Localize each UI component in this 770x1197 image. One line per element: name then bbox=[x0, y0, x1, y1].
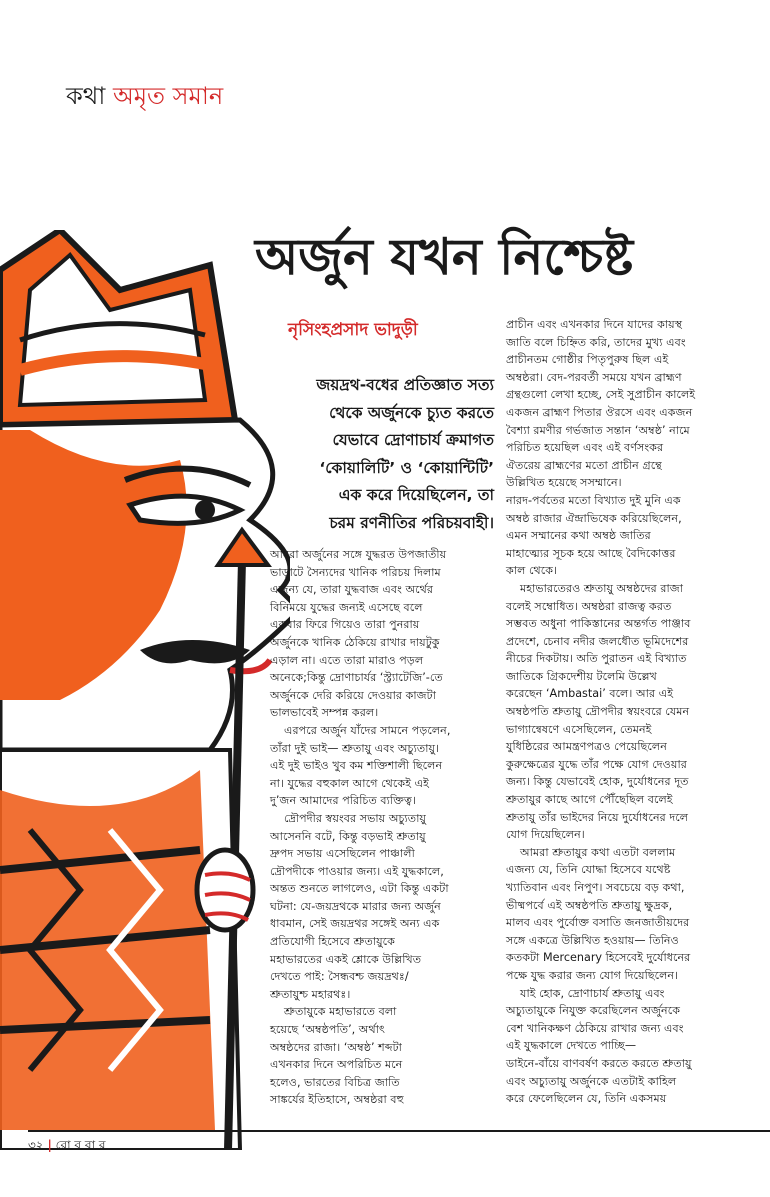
body-line: অর্জুনকে দেরি করিয়ে দেওয়ার কাজটা bbox=[270, 688, 437, 702]
body-line: আমরা অর্জুনের সঙ্গে যুদ্ধরত উপজাতীয় bbox=[270, 548, 447, 561]
body-line: এজন্য যে, তিনি যোদ্ধা হিসেবে যথেষ্ট bbox=[506, 863, 671, 877]
section-word-2: অমৃত সমান bbox=[112, 82, 224, 110]
body-line: একবার ফিরে গিয়েও তারা পুনরায় bbox=[270, 618, 420, 632]
body-line: জাতি বলে চিহ্নিত করি, তাদের মুখ্য এবং bbox=[506, 335, 686, 349]
body-line: মহাভারতের একই শ্লোকে উল্লিখিত bbox=[270, 952, 422, 966]
body-line: প্রতিযোগী হিসেবে শ্রুতায়ুকে bbox=[270, 935, 395, 949]
body-line: মাহাত্ম্যের সূচক হয়ে আছে বৈদিকোত্তর bbox=[506, 546, 676, 560]
body-line: জন্য। কিন্তু যেভাবেই হোক, দুর্যোধনের দূত bbox=[506, 775, 689, 789]
body-line: যাই হোক, দ্রোণাচার্য শ্রুতায়ু এবং bbox=[520, 986, 665, 1000]
body-line: খ্যাতিবান এবং নিপুণ। সবচেয়ে বড় কথা, bbox=[506, 881, 685, 894]
body-line: দ্রুপদ সভায় এসেছিলেন পাঞ্চালী bbox=[270, 847, 415, 861]
article-title: অর্জুন যখন নিশ্চেষ্ট bbox=[255, 227, 634, 286]
body-line: হয়েছে ‘অম্বষ্ঠপতি’, অর্থাৎ bbox=[270, 1023, 385, 1037]
body-line: আসেননি বটে, কিন্তু বড়ভাই শ্রুতায়ু bbox=[270, 829, 426, 843]
lede-line: জয়দ্রথ-বধের প্রতিজ্ঞাত সত্য bbox=[316, 376, 494, 394]
body-line: মহাভারতেরও শ্রুতায়ু অম্বষ্ঠদের রাজা bbox=[520, 581, 683, 595]
body-line: করে ফেলেছিলেন যে, তিনি একসময় bbox=[506, 1092, 667, 1106]
body-column-1 bbox=[270, 546, 498, 1109]
body-line: নীচের দিকটায়। অতি পুরাতন এই বিখ্যাত bbox=[506, 652, 687, 666]
body-line: গ্রন্থগুলো লেখা হচ্ছে, সেই সুপ্রাচীন কালেই bbox=[506, 388, 696, 402]
body-line: শ্রুতায়ুর কাছে আগে পৌঁছেছিল বলেই bbox=[506, 793, 673, 807]
footer-rule bbox=[28, 1130, 770, 1132]
body-line: প্রদেশে, চেনাব নদীর জলধৌত ভূমিদেশের bbox=[506, 634, 689, 648]
body-line: পরিচিত হয়েছিল এবং এই বর্ণসংকর bbox=[506, 441, 664, 455]
footer-separator: | bbox=[47, 1138, 52, 1152]
section-header bbox=[66, 78, 223, 118]
lede-line: এক করে দিয়েছিলেন, তা bbox=[338, 486, 494, 504]
lede bbox=[226, 372, 494, 537]
body-line: ভীষ্মপর্বে এই অম্বষ্ঠপতি শ্রুতায়ু ক্ষুদ্রক, bbox=[506, 898, 673, 912]
body-line: বলেই সম্বোধিত। অম্বষ্ঠরা রাজত্ব করত bbox=[506, 599, 672, 613]
page-number: ৩২ bbox=[28, 1138, 44, 1152]
body-line: এবং অচ্যুতায়ু অর্জুনকে এতটাই কাহিল bbox=[506, 1074, 677, 1088]
body-line: কাল থেকে। bbox=[506, 564, 558, 578]
lede-line: যেভাবে দ্রোণাচার্য ক্রমাগত bbox=[332, 431, 494, 449]
body-line: করেছেন ‘Ambastai’ বলে। আর এই bbox=[506, 687, 674, 701]
body-column-2 bbox=[506, 316, 756, 1108]
body-line: এই যুদ্ধকালে দেখতে পাচ্ছি— bbox=[506, 1039, 637, 1053]
body-line: দ্রৌপদীর স্বয়ংবর সভায় অচ্যুতায়ু bbox=[284, 811, 427, 825]
body-line: এরপরে অর্জুন যাঁদের সামনে পড়লেন, bbox=[284, 723, 451, 737]
footer bbox=[28, 1137, 106, 1157]
body-line: শ্রুতায়ুকে মহাভারতে বলা bbox=[284, 1005, 397, 1019]
body-line: শ্রুতায়ু তাঁর ভাইদের নিয়ে দুর্যোধনের দলে bbox=[506, 810, 689, 824]
body-line: দু’জন আমাদের পরিচিত ব্যক্তিত্ব। bbox=[270, 794, 416, 808]
lede-line: ‘কোয়ালিটি’ ও ‘কোয়ান্টিটি’ bbox=[319, 458, 494, 477]
body-line: অর্জুনকে খানিক ঠেকিয়ে রাখার দায়টুকু bbox=[270, 635, 440, 649]
body-line: বিনিময়ে যুদ্ধের জন্যই এসেছে বলে bbox=[270, 600, 423, 614]
body-line: দেখতে পাই: সৈন্ধবশ্চ জয়দ্রথঃ/ bbox=[270, 970, 409, 984]
body-line: প্রাচীন এবং এখনকার দিনে যাদের কায়স্থ bbox=[506, 318, 683, 331]
lede-line: চরম রণনীতির পরিচয়বাহী। bbox=[329, 513, 494, 532]
body-line: ডাইনে-বাঁয়ে বাণবর্ষণ করতে করতে শ্রুতায়ু bbox=[506, 1056, 692, 1070]
body-line: অম্বষ্ঠরা। বেদ-পরবর্তী সময়ে যখন ব্রাহ্মণ bbox=[506, 370, 682, 384]
body-line: কতকটা Mercenary হিসেবেই দুর্যোধনের bbox=[506, 951, 691, 965]
body-line: এজন্য যে, তারা যুদ্ধবাজ এবং অর্থের bbox=[270, 583, 434, 597]
body-line: অম্বষ্ঠদের রাজা। ‘অম্বষ্ঠ’ শব্দটা bbox=[270, 1040, 402, 1054]
body-line: ঘটনা: যে-জয়দ্রথকে মারার জন্য অর্জুন bbox=[270, 899, 441, 913]
lede-line: থেকে অর্জুনকে চ্যুত করতে bbox=[329, 403, 494, 422]
body-line: কুরুক্ষেত্রের যুদ্ধে তাঁর পক্ষে যোগ দেওয়ার bbox=[506, 757, 687, 771]
body-line: অন্তত শুনতে লাগলেও, এটা কিন্তু একটা bbox=[270, 882, 449, 896]
body-line: হলেও, ভারতের বিচিত্র জাতি bbox=[270, 1075, 400, 1089]
body-line: সম্ভবত অধুনা পাকিস্তানের অন্তর্গত পাঞ্জাব bbox=[506, 617, 691, 631]
body-line: এখনকার দিনে অপরিচিত মনে bbox=[270, 1058, 403, 1072]
body-line: শ্রুতায়ুশ্চ মহারথঃ। bbox=[270, 987, 351, 1001]
author-name: নৃসিংহপ্রসাদ ভাদুড়ী bbox=[288, 320, 418, 340]
body-line: ভালভাবেই সম্পন্ন করল। bbox=[270, 706, 379, 720]
body-line: অম্বষ্ঠ রাজার ঐন্দ্রাভিষেক করিয়েছিলেন, bbox=[506, 511, 682, 525]
body-line: এড়াল না। এতে তারা মারাও পড়ল bbox=[270, 653, 424, 667]
body-line: অনেকে;কিন্তু দ্রোণাচার্যর ‘স্ট্র্যাটেজি’-তে bbox=[270, 671, 443, 685]
body-line: জাতিকে গ্রিকদেশীয় টলেমি উল্লেখ bbox=[506, 669, 657, 683]
body-line: নারদ-পর্বতের মতো বিখ্যাত দুই মুনি এক bbox=[506, 493, 681, 507]
magazine-name: রো ব বা র bbox=[55, 1138, 106, 1152]
body-line: ঐতরেয় ব্রাহ্মণের মতো প্রাচীন গ্রন্থে bbox=[506, 458, 662, 472]
body-line: পক্ষে যুদ্ধ করার জন্য যোগ দিয়েছিলেন। bbox=[506, 968, 679, 982]
body-line: এমন সম্মানের কথা অম্বষ্ঠ জাতির bbox=[506, 529, 651, 543]
body-line: এই দুই ভাইও খুব কম শক্তিশালী ছিলেন bbox=[270, 759, 443, 773]
body-line: সাঙ্কর্যের ইতিহাসে, অম্বষ্ঠরা বহু bbox=[270, 1093, 404, 1107]
arjuna-illustration bbox=[0, 230, 290, 1150]
body-line: ভাড়াটে সৈন্যদের খানিক পরিচয় দিলাম bbox=[270, 565, 441, 579]
body-line: আমরা শ্রুতায়ুর কথা এতটা বললাম bbox=[520, 845, 676, 859]
body-line: বেশ খানিকক্ষণ ঠেকিয়ে রাখার জন্য এবং bbox=[506, 1021, 684, 1035]
body-line: প্রাচীনতম গোষ্ঠীর পিতৃপুরুষ ছিল এই bbox=[506, 353, 669, 367]
body-line: অম্বষ্ঠপতি শ্রুতায়ু দ্রৌপদীর স্বয়ংবরে যেমন bbox=[506, 705, 690, 719]
body-line: যুধিষ্ঠিরের আমন্ত্রণপত্রও পেয়েছিলেন bbox=[506, 740, 667, 754]
body-line: অচ্যুতায়ুকে নিযুক্ত করেছিলেন অর্জুনকে bbox=[506, 1004, 681, 1018]
body-line: না। যুদ্ধের বহুকাল আগে থেকেই এই bbox=[270, 776, 429, 790]
body-line: যোগ দিয়েছিলেন। bbox=[506, 828, 585, 842]
body-line: ধাবমান, সেই জয়দ্রথর সঙ্গেই অন্য এক bbox=[270, 917, 440, 931]
body-line: দ্রৌপদীকে পাওয়ার জন্য। এই যুদ্ধকালে, bbox=[270, 864, 444, 878]
body-line: সঙ্গে একত্রে উল্লিখিত হওয়ায়— তিনিও bbox=[506, 933, 679, 947]
body-line: ভাগ্যান্বেষণে এসেছিলেন, তেমনই bbox=[506, 722, 652, 736]
section-word-1: কথা bbox=[66, 82, 106, 110]
body-line: মালব এবং পুর্বোক্ত বসাতি জনজাতীয়দের bbox=[506, 916, 690, 930]
body-line: উল্লিখিত হয়েছে সসম্মানে। bbox=[506, 476, 622, 490]
body-line: তাঁরা দুই ভাই— শ্রুতায়ু এবং অচ্যুতায়ু। bbox=[270, 741, 440, 755]
body-line: বৈশ্যা রমণীর গর্ভজাত সন্তান ‘অম্বষ্ঠ’ নামে bbox=[506, 423, 690, 437]
body-line: একজন ব্রাহ্মণ পিতার ঔরসে এবং একজন bbox=[506, 405, 693, 419]
